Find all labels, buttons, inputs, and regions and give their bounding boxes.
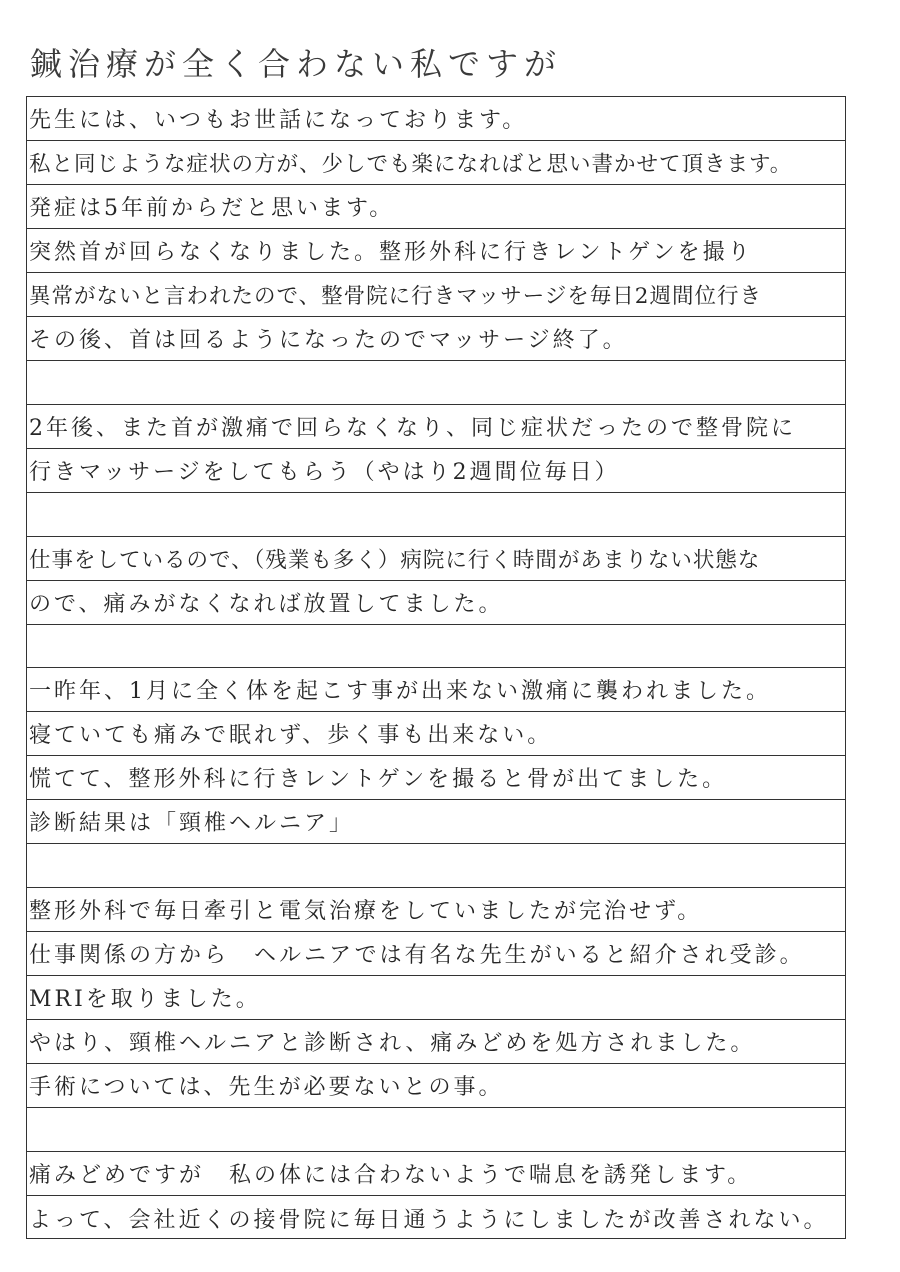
text-line (27, 1020, 845, 1064)
line-text: MRIを取りました。 (29, 987, 261, 1013)
line-text: 私と同じような症状の方が、少しでも楽になればと思い書かせて頂きます。 (29, 151, 793, 177)
line-text: 突然首が回らなくなりました。整形外科に行きレントゲンを撮り (29, 239, 753, 265)
text-line (27, 141, 845, 185)
line-text: 寝ていても痛みで眠れず、歩く事も出来ない。 (29, 723, 553, 749)
line-text: ので、痛みがなくなれば放置してました。 (29, 591, 504, 617)
line-text: その後、首は回るようになったのでマッサージ終了。 (29, 327, 628, 353)
line-text: 異常がないと言われたので、整骨院に行きマッサージを毎日2週間位行き (29, 283, 762, 309)
text-line (27, 1196, 845, 1240)
blank-line (27, 361, 845, 405)
text-line (27, 449, 845, 493)
line-text: よって、会社近くの接骨院に毎日通うようにしましたが改善されない。 (29, 1207, 829, 1233)
text-line (27, 537, 845, 581)
text-line (27, 712, 845, 756)
line-text: 2年後、また首が激痛で回らなくなり、同じ症状だったので整骨院に (29, 415, 796, 441)
line-text: 仕事をしているので、（残業も多く）病院に行く時間があまりない状態な (29, 547, 761, 573)
page-title: 鍼治療が全く合わない私ですが (30, 45, 563, 83)
text-line (27, 317, 845, 361)
line-text: 診断結果は「頸椎ヘルニア」 (29, 811, 355, 837)
text-line (27, 756, 845, 800)
line-text: やはり、頸椎ヘルニアと診断され、痛みどめを処方されました。 (29, 1031, 756, 1057)
line-text: 手術については、先生が必要ないとの事。 (29, 1075, 504, 1101)
line-text: 行きマッサージをしてもらう（やはり2週間位毎日） (29, 459, 620, 485)
ruled-paper (26, 96, 846, 1239)
line-text: 仕事関係の方から ヘルニアでは有名な先生がいると紹介され受診。 (29, 943, 805, 969)
text-line (27, 581, 845, 625)
text-line (27, 185, 845, 229)
text-line (27, 976, 845, 1020)
text-line (27, 273, 845, 317)
text-line (27, 405, 845, 449)
line-text: 痛みどめですが 私の体には合わないようで喘息を誘発します。 (29, 1163, 753, 1189)
text-line (27, 229, 845, 273)
text-line (27, 1064, 845, 1108)
line-text: 先生には、いつもお世話になっております。 (29, 107, 528, 133)
text-line (27, 888, 845, 932)
blank-line (27, 493, 845, 537)
text-line (27, 669, 845, 713)
blank-line (27, 844, 845, 888)
line-text: 整形外科で毎日牽引と電気治療をしていましたが完治せず。 (29, 899, 703, 925)
text-line (27, 932, 845, 976)
line-text: 発症は5年前からだと思います。 (29, 195, 395, 221)
line-text: 一昨年、1月に全く体を起こす事が出来ない激痛に襲われました。 (29, 679, 771, 705)
text-line (27, 97, 845, 141)
blank-line (27, 625, 845, 669)
blank-line (27, 1108, 845, 1152)
text-line (27, 800, 845, 844)
line-text: 慌てて、整形外科に行きレントゲンを撮ると骨が出てました。 (29, 767, 728, 793)
text-line (27, 1152, 845, 1196)
